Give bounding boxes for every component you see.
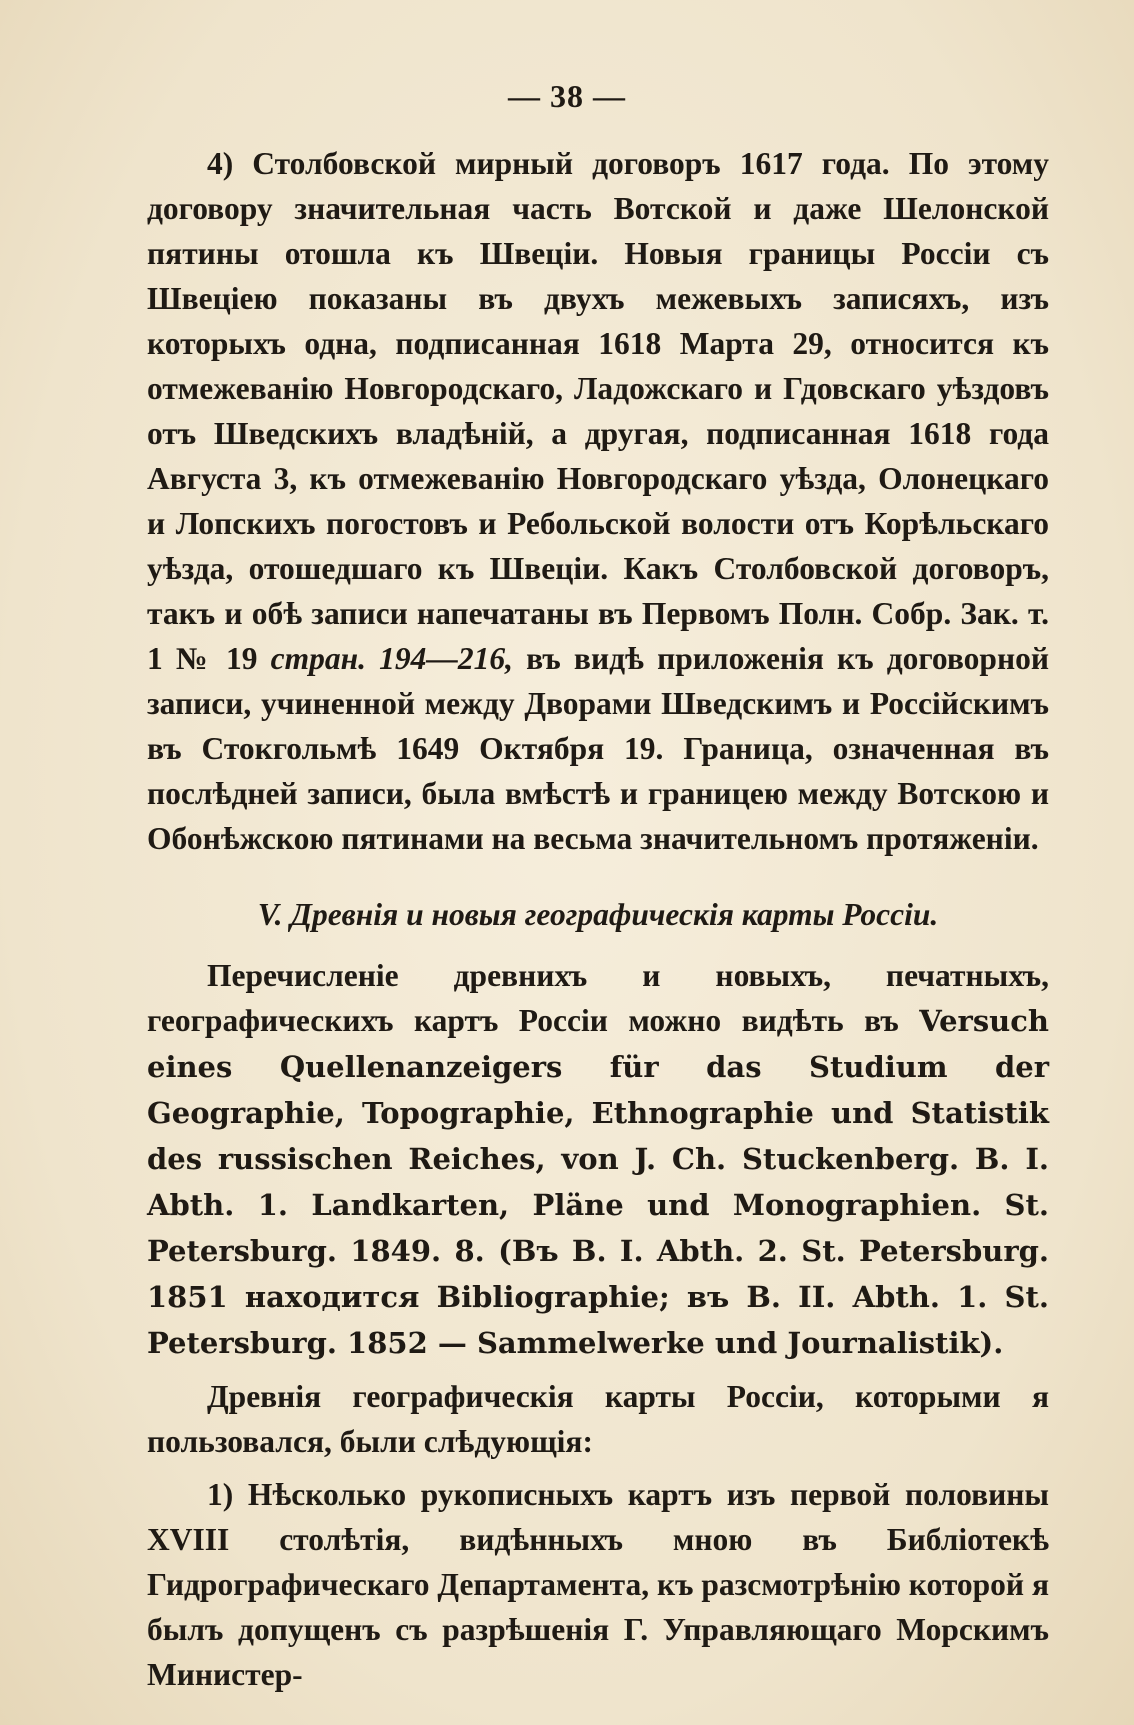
paragraph-text: Перечисленіе древнихъ и новыхъ, печатныхъ, географическихъ картъ Россіи можно видѣть въ bbox=[147, 958, 1049, 1038]
page-reference: стран. 194—216, bbox=[270, 641, 514, 676]
section-heading: V. Древнія и новыя географическія карты Россіи. bbox=[257, 897, 939, 932]
paragraph-text-continued: въ видѣ приложенія къ договорной записи, учиненной между Дворами Шведскимъ и Россійскимъ въ Стокгольмѣ 1649 Октября 19. Граница, означенная въ послѣдней записи, была вмѣстѣ и границею между Вотскою и Обонѣжскою пятинами на весьма значительномъ протяженіи. bbox=[147, 641, 1049, 856]
latin-citation: Versuch eines Quellenanzeigers für das Studium der Geographie, Topographie, Ethnographie und Statistik des russischen Reiches, von J. Ch. Stuckenberg. B. I. Abth. 1. Landkarten, Pläne und Monographien. St. Petersburg. 1849. 8. (Въ B. I. Abth. 2. St. Petersburg. 1851 находится Bibliographie; въ B. II. Abth. 1. St. Petersburg. 1852 — Sammelwerke und Journalistik). bbox=[147, 1004, 1049, 1360]
paragraph-stolbovo-treaty bbox=[147, 141, 1049, 861]
paragraph-manuscript-maps: 1) Нѣсколько рукописныхъ картъ изъ первой половины XVIII столѣтія, видѣнныхъ мною въ Библіотекѣ Гидрографическаго Департамента, къ разсмотрѣнію которой я былъ допущенъ съ разрѣшенія Г. Управляющаго Морскимъ Министер- bbox=[147, 1477, 1049, 1692]
paragraph-old-maps: Древнія географическія карты Россіи, которыми я пользовался, были слѣдующія: bbox=[147, 1379, 1049, 1459]
page-body bbox=[147, 141, 1049, 1697]
paragraph-text: 4) Столбовской мирный договоръ 1617 года. По этому договору значительная часть Вотской и даже Шелонской пятины отошла къ Швеціи. Новыя границы Россіи съ Швеціею показаны въ двухъ межевыхъ записяхъ, изъ которыхъ одна, подписанная 1618 Марта 29, относится къ отмежеванію Новгородскаго, Ладожскаго и Гдовскаго уѣздовъ отъ Шведскихъ владѣній, а другая, подписанная 1618 года Августа 3, къ отмежеванію Новгородскаго уѣзда, Олонецкаго и Лопскихъ погостовъ и Ребольской волости отъ Корѣльскаго уѣзда, отошедшаго къ Швеціи. Какъ Столбовской договоръ, такъ и обѣ записи напечатаны въ Первомъ Полн. Собр. Зак. т. 1 № 19 bbox=[147, 146, 1049, 676]
page-number: — 38 — bbox=[508, 78, 626, 114]
paragraph-maps-list bbox=[147, 953, 1049, 1366]
